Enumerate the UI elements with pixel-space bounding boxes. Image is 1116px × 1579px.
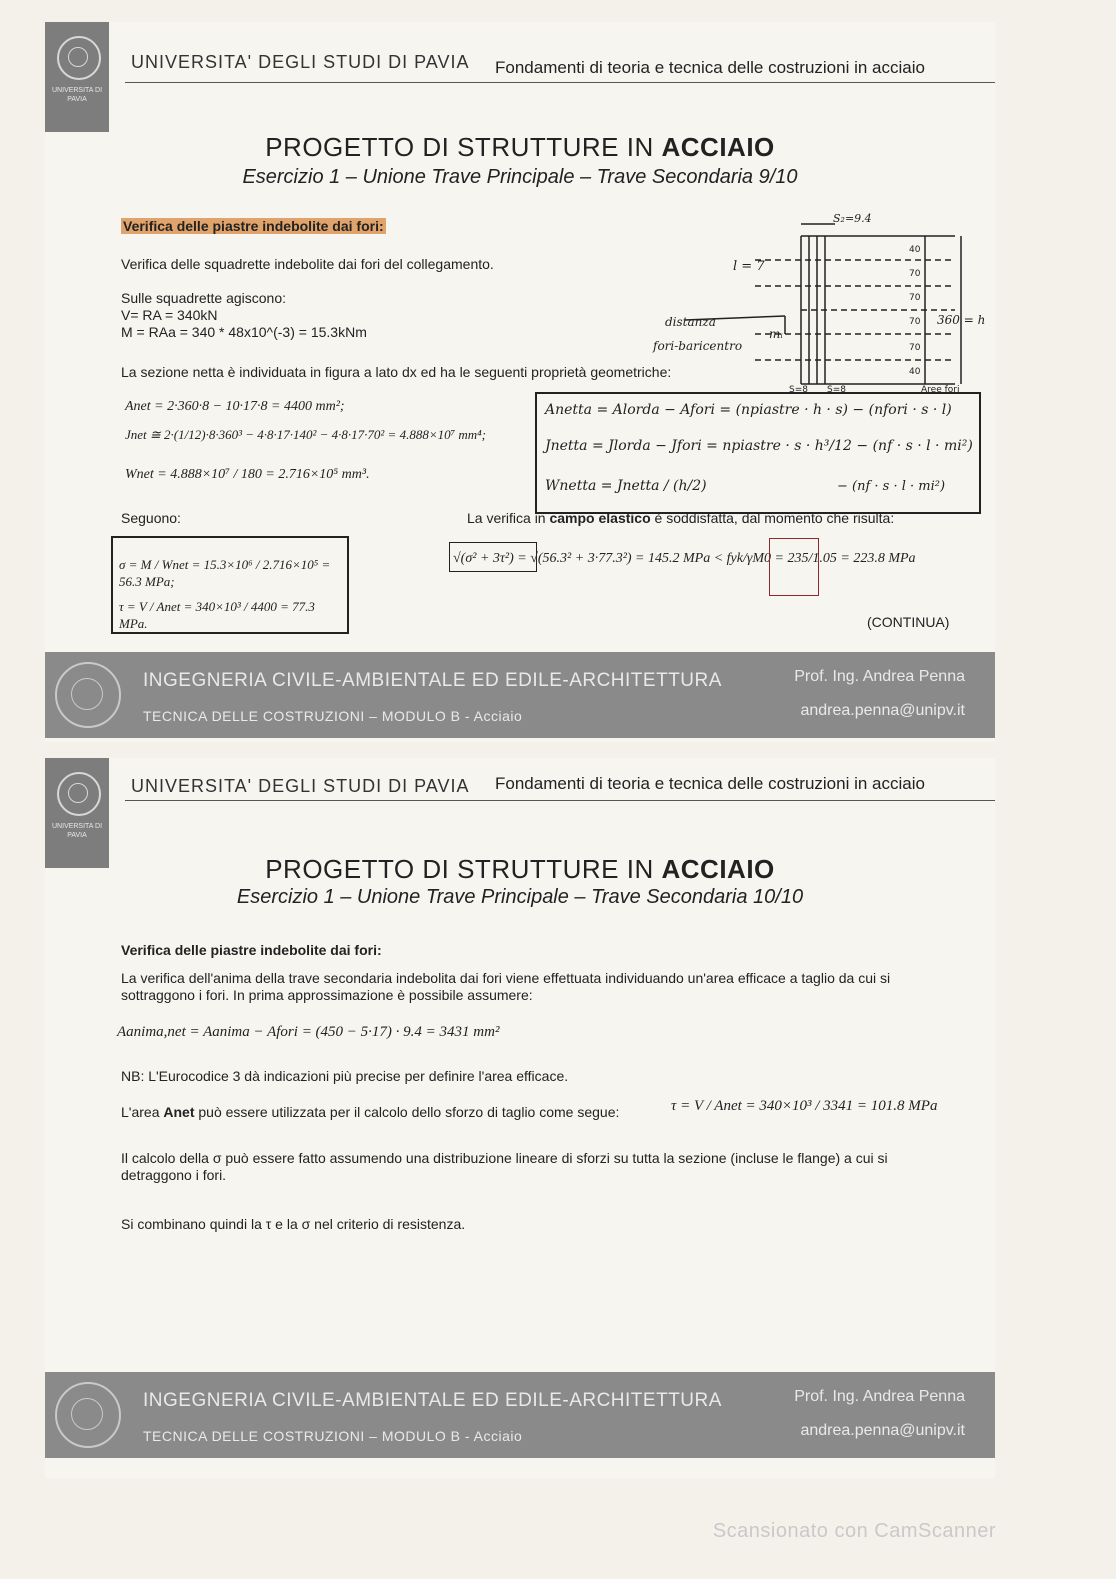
- camscanner-watermark: Scansionato con CamScanner: [712, 1520, 996, 1542]
- seal-icon: [57, 772, 101, 816]
- fig-dim-4: 70: [909, 317, 921, 327]
- verif-b: campo elastico: [549, 510, 651, 526]
- fig-s-label: S₂=9.4: [833, 212, 872, 225]
- slide-subtitle: Esercizio 1 – Unione Trave Principale – Trave Secondaria 10/10: [236, 886, 804, 908]
- university-name: UNIVERSITA' DEGLI STUDI DI PAVIA: [131, 776, 470, 796]
- slide-9: [45, 22, 995, 742]
- fig-h-label: 360 = h: [937, 313, 985, 327]
- seguono-label: Seguono:: [121, 510, 181, 526]
- footer-seal-icon: [55, 1382, 121, 1448]
- footer-seal-icon: [55, 662, 121, 728]
- paragraph-4: Si combinano quindi la τ e la σ nel criterio di resistenza.: [121, 1216, 466, 1232]
- hand-jnet: Jnetta = Jlorda − Jfori = npiastre · s · h³/12 − (nf · s · l · mi²): [545, 438, 973, 454]
- hand-anet: Anetta = Alorda − Afori = (npiastre · h · s) − (nfori · s · l): [545, 402, 952, 418]
- eq-verification: √(σ² + 3τ²) = √(56.3² + 3·77.3²) = 145.2 MPa < fyk/γM0 = 235/1.05 = 223.8 MPa: [453, 551, 916, 566]
- seal-icon: [57, 36, 101, 80]
- verification-text: [467, 510, 894, 527]
- p2-b: Anet: [163, 1104, 195, 1120]
- section-heading: [121, 218, 386, 235]
- footer-prof: Prof. Ing. Andrea Penna: [794, 1388, 965, 1405]
- title-part-b: ACCIAIO: [661, 854, 775, 884]
- eq-sigma: σ = M / Wnet = 15.3×10⁶ / 2.716×10⁵ = 56.3 MPa;: [119, 557, 331, 589]
- header-divider: [125, 800, 995, 801]
- slide-subtitle: Esercizio 1 – Unione Trave Principale – Trave Secondaria 9/10: [242, 166, 798, 188]
- fyk-box: [769, 538, 819, 596]
- eq-jnet: Jnet ≅ 2·(1/12)·8·360³ − 4·8·17·140² − 4·8·17·70² = 4.888×10⁷ mm⁴;: [125, 427, 486, 442]
- title-part-a: PROGETTO DI STRUTTURE IN: [265, 132, 662, 162]
- paragraph-2: [121, 1104, 619, 1121]
- fig-dim-5: 70: [909, 343, 921, 353]
- bolt-section-figure: [605, 212, 985, 392]
- paragraph-3: Il calcolo della σ può essere fatto assumendo una distribuzione lineare di sforzi su tutta la sezione (incluse le flange) a cui si detraggono i fori.: [121, 1150, 888, 1183]
- slide-title: [45, 132, 995, 163]
- slide-title: [45, 854, 995, 885]
- paragraph-1: La verifica dell'anima della trave secondaria indebolita dai fori viene effettuata individuando un'area efficace a taglio da cui si sottraggono i fori. In prima approssimazione è possibile assumere:: [121, 970, 891, 1003]
- hand-extra: − (nf · s · l · mi²): [837, 479, 946, 494]
- hand-wnet: Wnetta = Jnetta / (h/2): [545, 478, 707, 494]
- university-name: UNIVERSITA' DEGLI STUDI DI PAVIA: [131, 52, 470, 72]
- footer-email: andrea.penna@unipv.it: [800, 1422, 965, 1439]
- logo-text: UNIVERSITA DI PAVIA: [51, 823, 103, 839]
- fig-mi-label: mᵢ: [769, 327, 783, 341]
- header-divider: [125, 82, 995, 83]
- fig-dim-6: 40: [909, 367, 921, 377]
- handwritten-formulas-box: [535, 392, 981, 514]
- moment-value: M = RAa = 340 * 48x10^(-3) = 15.3kNm: [121, 324, 367, 340]
- paragraph-1: Verifica delle squadrette indebolite dai fori del collegamento.: [121, 256, 494, 272]
- fig-s8b: S=8: [827, 385, 846, 392]
- university-logo: [45, 22, 109, 132]
- eq-tau: τ = V / Anet = 340×10³ / 4400 = 77.3 MPa.: [119, 599, 315, 631]
- footer-line1: INGEGNERIA CIVILE-AMBIENTALE ED EDILE-ARCHITETTURA: [143, 670, 722, 691]
- p2-a: L'area: [121, 1104, 164, 1120]
- shear-value: V= RA = 340kN: [121, 307, 218, 323]
- university-logo: [45, 758, 109, 868]
- section-heading: Verifica delle piastre indebolite dai fori:: [121, 942, 382, 958]
- fig-aree-fori: Aree fori: [921, 385, 960, 392]
- footer-line2: TECNICA DELLE COSTRUZIONI – MODULO B - Acciaio: [143, 1428, 523, 1444]
- fig-dist1: distanza: [665, 315, 716, 329]
- paragraph-3: La sezione netta è individuata in figura a lato dx ed ha le seguenti proprietà geometriche:: [121, 364, 672, 380]
- footer-email: andrea.penna@unipv.it: [800, 702, 965, 719]
- stress-box: [111, 536, 349, 634]
- eq-wnet: Wnet = 4.888×10⁷ / 180 = 2.716×10⁵ mm³.: [125, 467, 370, 482]
- footer-prof: Prof. Ing. Andrea Penna: [794, 668, 965, 685]
- slide-footer: [45, 1372, 995, 1458]
- paragraph-2: Sulle squadrette agiscono:: [121, 290, 286, 306]
- verif-a: La verifica in: [467, 510, 550, 526]
- slide-10: [45, 758, 995, 1478]
- fig-dim-1: 40: [909, 245, 921, 255]
- logo-text: UNIVERSITA DI PAVIA: [51, 87, 103, 103]
- title-part-a: PROGETTO DI STRUTTURE IN: [265, 854, 662, 884]
- slide-footer: [45, 652, 995, 738]
- verif-c: è soddisfatta, dal momento che risulta:: [650, 510, 895, 526]
- course-name: Fondamenti di teoria e tecnica delle costruzioni in acciaio: [495, 774, 925, 793]
- eq-anet: Anet = 2·360·8 − 10·17·8 = 4400 mm²;: [125, 399, 345, 414]
- fig-dist2: fori-baricentro: [653, 339, 743, 353]
- fig-dim-2: 70: [909, 269, 921, 279]
- p2-c: può essere utilizzata per il calcolo dello sforzo di taglio come segue:: [194, 1104, 620, 1120]
- eq-tau-anet: τ = V / Anet = 340×10³ / 3341 = 101.8 MPa: [671, 1098, 938, 1114]
- continua-label: (CONTINUA): [867, 614, 950, 630]
- eq-anima-net: Aanima,net = Aanima − Afori = (450 − 5·17) · 9.4 = 3431 mm²: [117, 1024, 500, 1040]
- footer-line1: INGEGNERIA CIVILE-AMBIENTALE ED EDILE-ARCHITETTURA: [143, 1390, 722, 1411]
- fig-l-label: l = 7: [733, 259, 765, 274]
- fig-dim-3: 70: [909, 293, 921, 303]
- heading-highlight: Verifica delle piastre indebolite dai fori:: [123, 218, 384, 234]
- footer-line2: TECNICA DELLE COSTRUZIONI – MODULO B - Acciaio: [143, 708, 523, 724]
- sqrt-box: [449, 542, 537, 572]
- course-name: Fondamenti di teoria e tecnica delle costruzioni in acciaio: [495, 58, 925, 77]
- fig-s8a: S=8: [789, 385, 808, 392]
- nb-note: NB: L'Eurocodice 3 dà indicazioni più precise per definire l'area efficace.: [121, 1068, 569, 1084]
- title-part-b: ACCIAIO: [661, 132, 775, 162]
